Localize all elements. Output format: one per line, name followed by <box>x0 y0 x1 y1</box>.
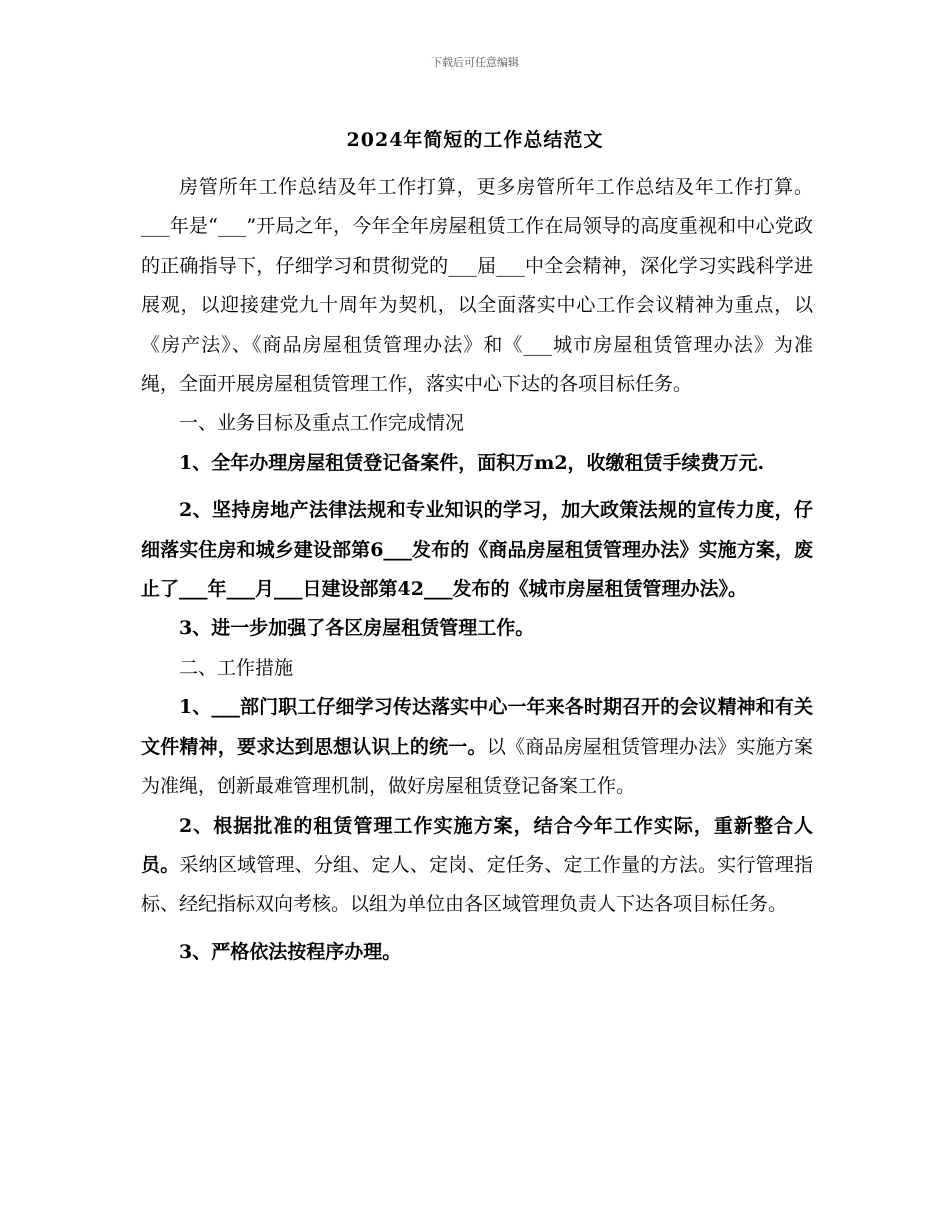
list-item-1-1: 1、全年办理房屋租赁登记备案件，面积万m2，收缴租赁手续费万元. <box>179 451 765 474</box>
section-heading-1: 一、业务目标及重点工作完成情况 <box>179 412 465 435</box>
section-heading-2: 二、工作措施 <box>179 656 294 679</box>
list-item-2-3: 3、严格依法按程序办理。 <box>179 940 402 963</box>
list-item-2-1: 1、___部门职工仔细学习传达落实中心一年来各时期召开的会议精神和有关文件精神，要求达到思想认识上的统一。以《商品房屋租赁管理办法》实施方案为准绳，创新最难管理机制，做好房屋租赁登记备案工作。 <box>141 696 813 798</box>
document-title: 2024年简短的工作总结范文 <box>346 129 604 151</box>
page-header: 下载后可任意编辑 <box>431 56 519 69</box>
list-item-2-2: 2、根据批准的租赁管理工作实施方案，结合今年工作实际，重新整合人员。采纳区域管理、分组、定人、定岗、定任务、定工作量的方法。实行管理指标、经纪指标双向考核。以组为单位由各区域管理负责人下达各项目标任务。 <box>141 814 813 916</box>
document-body <box>141 168 813 972</box>
intro-paragraph: 房管所年工作总结及年工作打算，更多房管所年工作总结及年工作打算。___年是“___”开局之年，今年全年房屋租赁工作在局领导的高度重视和中心党政的正确指导下，仔细学习和贯彻党的___届___中全会精神，深化学习实践科学进展观，以迎接建党九十周年为契机，以全面落实中心工作会议精神为重点，以《房产法》、《商品房屋租赁管理办法》和《___城市房屋租赁管理办法》为准绳，全面开展房屋租赁管理工作，落实中心下达的各项目标任务。 <box>141 176 813 396</box>
list-item-1-2: 2、坚持房地产法律法规和专业知识的学习，加大政策法规的宣传力度，仔细落实住房和城乡建设部第6___发布的《商品房屋租赁管理办法》实施方案，废止了___年___月___日建设部第42___发布的《城市房屋租赁管理办法》。 <box>141 499 813 601</box>
list-item-1-3: 3、进一步加强了各区房屋租赁管理工作。 <box>179 617 535 640</box>
